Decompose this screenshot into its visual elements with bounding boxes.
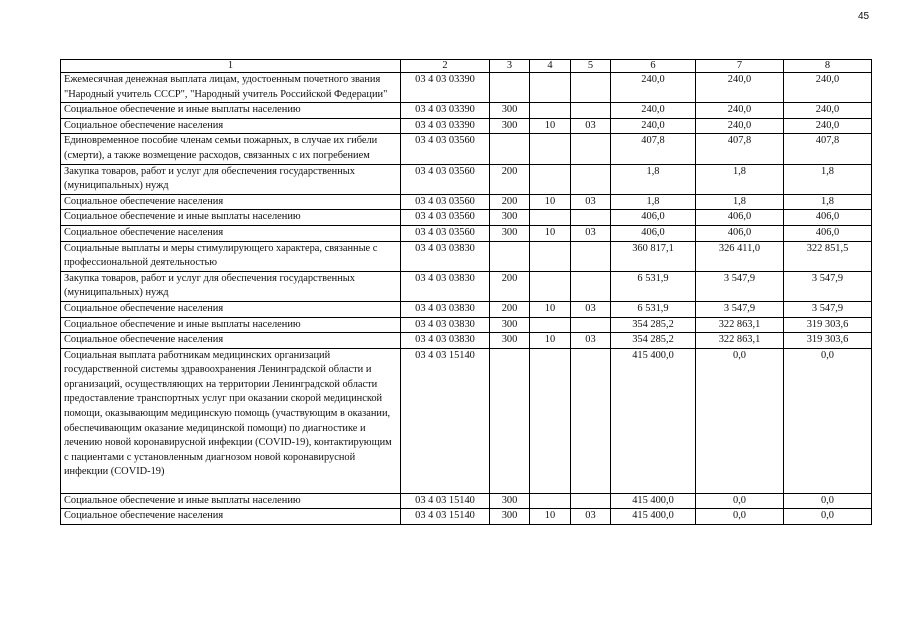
row-section: 10 <box>530 509 571 525</box>
budget-table <box>60 59 872 525</box>
row-value-col7: 240,0 <box>696 73 784 103</box>
table-row <box>61 241 872 271</box>
row-value-col6: 406,0 <box>611 225 696 241</box>
table-row <box>61 210 872 226</box>
table-row <box>61 493 872 509</box>
row-value-col8: 0,0 <box>784 493 872 509</box>
row-value-col7: 0,0 <box>696 348 784 493</box>
row-value-col8: 0,0 <box>784 348 872 493</box>
row-vr <box>490 73 530 103</box>
row-name: Закупка товаров, работ и услуг для обеспечения государственных (муниципальных) нужд <box>61 164 401 194</box>
page-number: 45 <box>858 11 870 22</box>
row-vr: 300 <box>490 225 530 241</box>
row-vr <box>490 241 530 271</box>
row-value-col6: 354 285,2 <box>611 317 696 333</box>
row-section <box>530 210 571 226</box>
row-code: 03 4 03 03560 <box>401 134 490 164</box>
header-col-5: 5 <box>571 60 611 73</box>
row-value-col6: 354 285,2 <box>611 333 696 349</box>
row-subsection: 03 <box>571 301 611 317</box>
row-vr: 300 <box>490 493 530 509</box>
row-vr: 200 <box>490 301 530 317</box>
row-vr: 300 <box>490 317 530 333</box>
row-section: 10 <box>530 333 571 349</box>
table-row <box>61 103 872 119</box>
row-code: 03 4 03 03390 <box>401 73 490 103</box>
table-body <box>61 73 872 525</box>
row-name: Социальные выплаты и меры стимулирующего характера, связанные с профессиональной деятельностью <box>61 241 401 271</box>
row-subsection: 03 <box>571 118 611 134</box>
row-value-col8: 3 547,9 <box>784 271 872 301</box>
row-section: 10 <box>530 225 571 241</box>
table-row <box>61 333 872 349</box>
header-col-3: 3 <box>490 60 530 73</box>
row-value-col8: 406,0 <box>784 210 872 226</box>
row-value-col8: 407,8 <box>784 134 872 164</box>
row-code: 03 4 03 15140 <box>401 493 490 509</box>
row-value-col7: 322 863,1 <box>696 333 784 349</box>
row-value-col8: 1,8 <box>784 194 872 210</box>
table-row <box>61 73 872 103</box>
row-value-col6: 6 531,9 <box>611 301 696 317</box>
row-value-col7: 3 547,9 <box>696 271 784 301</box>
row-vr: 200 <box>490 194 530 210</box>
row-value-col7: 326 411,0 <box>696 241 784 271</box>
row-code: 03 4 03 15140 <box>401 509 490 525</box>
row-code: 03 4 03 03390 <box>401 118 490 134</box>
row-vr: 300 <box>490 210 530 226</box>
row-value-col8: 322 851,5 <box>784 241 872 271</box>
row-code: 03 4 03 03560 <box>401 210 490 226</box>
header-col-4: 4 <box>530 60 571 73</box>
row-name: Социальное обеспечение населения <box>61 118 401 134</box>
table-row <box>61 164 872 194</box>
row-vr: 200 <box>490 164 530 194</box>
row-value-col6: 406,0 <box>611 210 696 226</box>
row-subsection <box>571 348 611 493</box>
row-subsection <box>571 241 611 271</box>
row-subsection <box>571 73 611 103</box>
row-value-col6: 415 400,0 <box>611 493 696 509</box>
row-value-col6: 1,8 <box>611 194 696 210</box>
row-value-col8: 319 303,6 <box>784 333 872 349</box>
row-value-col7: 407,8 <box>696 134 784 164</box>
row-name: Ежемесячная денежная выплата лицам, удостоенным почетного звания "Народный учитель СССР", "Народный учитель Российской Федерации" <box>61 73 401 103</box>
row-code: 03 4 03 03560 <box>401 164 490 194</box>
row-name: Закупка товаров, работ и услуг для обеспечения государственных (муниципальных) нужд <box>61 271 401 301</box>
row-name: Социальное обеспечение и иные выплаты населению <box>61 103 401 119</box>
row-value-col7: 240,0 <box>696 103 784 119</box>
row-name: Социальное обеспечение и иные выплаты населению <box>61 317 401 333</box>
table-row <box>61 225 872 241</box>
row-value-col6: 360 817,1 <box>611 241 696 271</box>
row-code: 03 4 03 03830 <box>401 333 490 349</box>
row-subsection <box>571 164 611 194</box>
row-subsection: 03 <box>571 509 611 525</box>
row-name: Социальное обеспечение населения <box>61 333 401 349</box>
row-vr: 300 <box>490 509 530 525</box>
row-code: 03 4 03 03830 <box>401 271 490 301</box>
row-value-col6: 240,0 <box>611 103 696 119</box>
row-name: Социальная выплата работникам медицинских организаций государственной системы здравоохранения Ленинградской области и организаций, осуществляющих на территории Ленинградской области предоставление транспортных услуг при оказании скорой медицинской помощи, оказывающим медицинскую помощь (участвующим в оказании, обеспечивающим оказание медицинской помощи) по диагностике и лечению новой коронавирусной инфекции (COVID-19), контактирующим с пациентами с установленным диагнозом новой коронавирусной инфекции (COVID-19) <box>61 348 401 493</box>
row-value-col6: 415 400,0 <box>611 348 696 493</box>
row-vr: 300 <box>490 333 530 349</box>
row-subsection <box>571 134 611 164</box>
row-value-col7: 0,0 <box>696 509 784 525</box>
row-value-col7: 1,8 <box>696 194 784 210</box>
row-value-col7: 1,8 <box>696 164 784 194</box>
row-section: 10 <box>530 194 571 210</box>
table-row <box>61 301 872 317</box>
table-row <box>61 317 872 333</box>
row-value-col6: 1,8 <box>611 164 696 194</box>
row-section <box>530 348 571 493</box>
row-vr: 300 <box>490 103 530 119</box>
row-value-col8: 3 547,9 <box>784 301 872 317</box>
row-section <box>530 493 571 509</box>
header-col-1: 1 <box>61 60 401 73</box>
row-subsection <box>571 493 611 509</box>
row-subsection: 03 <box>571 333 611 349</box>
row-section <box>530 271 571 301</box>
row-section <box>530 103 571 119</box>
row-value-col6: 240,0 <box>611 73 696 103</box>
header-col-8: 8 <box>784 60 872 73</box>
row-name: Единовременное пособие членам семьи пожарных, в случае их гибели (смерти), а также возмещение расходов, связанных с их погребением <box>61 134 401 164</box>
row-subsection <box>571 210 611 226</box>
row-value-col6: 240,0 <box>611 118 696 134</box>
row-value-col6: 6 531,9 <box>611 271 696 301</box>
header-col-7: 7 <box>696 60 784 73</box>
row-section <box>530 317 571 333</box>
row-code: 03 4 03 03560 <box>401 225 490 241</box>
row-value-col8: 240,0 <box>784 103 872 119</box>
row-vr: 300 <box>490 118 530 134</box>
row-section <box>530 241 571 271</box>
row-value-col8: 240,0 <box>784 118 872 134</box>
row-subsection: 03 <box>571 194 611 210</box>
row-name: Социальное обеспечение населения <box>61 225 401 241</box>
row-code: 03 4 03 03830 <box>401 241 490 271</box>
row-value-col7: 322 863,1 <box>696 317 784 333</box>
row-value-col8: 406,0 <box>784 225 872 241</box>
row-vr <box>490 348 530 493</box>
row-value-col7: 406,0 <box>696 210 784 226</box>
header-row <box>61 60 872 73</box>
row-value-col8: 240,0 <box>784 73 872 103</box>
table-row <box>61 271 872 301</box>
row-value-col6: 415 400,0 <box>611 509 696 525</box>
header-col-2: 2 <box>401 60 490 73</box>
row-section <box>530 134 571 164</box>
row-section <box>530 164 571 194</box>
table-row <box>61 194 872 210</box>
row-name: Социальное обеспечение населения <box>61 509 401 525</box>
row-value-col7: 240,0 <box>696 118 784 134</box>
row-name: Социальное обеспечение и иные выплаты населению <box>61 493 401 509</box>
row-name: Социальное обеспечение населения <box>61 301 401 317</box>
row-subsection <box>571 317 611 333</box>
table-row <box>61 509 872 525</box>
row-subsection <box>571 271 611 301</box>
row-section: 10 <box>530 118 571 134</box>
row-value-col7: 3 547,9 <box>696 301 784 317</box>
row-section: 10 <box>530 301 571 317</box>
row-value-col7: 0,0 <box>696 493 784 509</box>
header-col-6: 6 <box>611 60 696 73</box>
row-code: 03 4 03 03560 <box>401 194 490 210</box>
row-code: 03 4 03 03390 <box>401 103 490 119</box>
row-code: 03 4 03 15140 <box>401 348 490 493</box>
table-row <box>61 348 872 493</box>
row-subsection <box>571 103 611 119</box>
table-row <box>61 118 872 134</box>
row-code: 03 4 03 03830 <box>401 301 490 317</box>
row-vr: 200 <box>490 271 530 301</box>
row-value-col6: 407,8 <box>611 134 696 164</box>
row-value-col8: 319 303,6 <box>784 317 872 333</box>
row-code: 03 4 03 03830 <box>401 317 490 333</box>
table-row <box>61 134 872 164</box>
row-name: Социальное обеспечение и иные выплаты населению <box>61 210 401 226</box>
row-section <box>530 73 571 103</box>
row-subsection: 03 <box>571 225 611 241</box>
row-vr <box>490 134 530 164</box>
row-name: Социальное обеспечение населения <box>61 194 401 210</box>
row-value-col8: 0,0 <box>784 509 872 525</box>
row-value-col7: 406,0 <box>696 225 784 241</box>
row-value-col8: 1,8 <box>784 164 872 194</box>
